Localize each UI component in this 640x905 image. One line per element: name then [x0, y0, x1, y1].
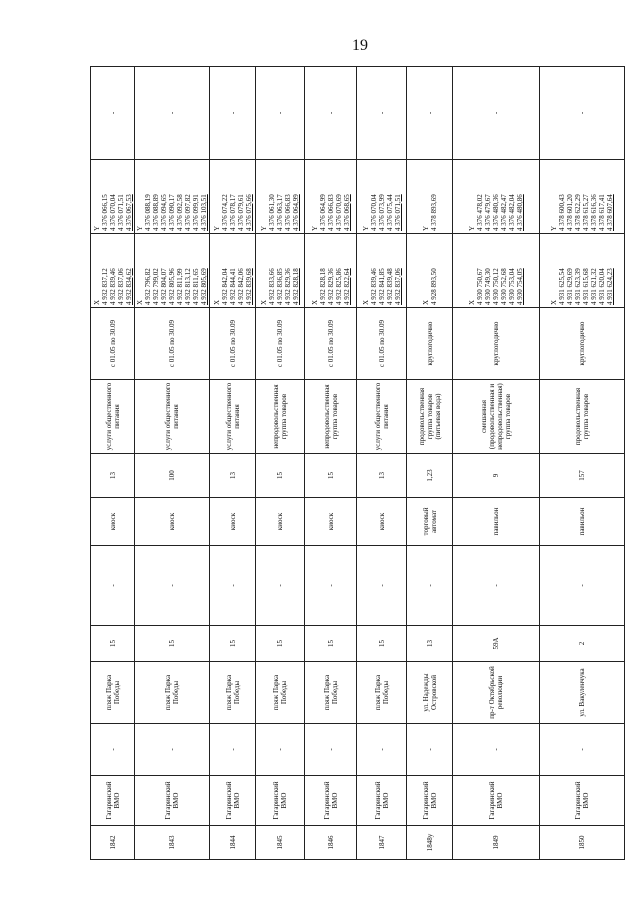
row-number-cell: 1850 [540, 826, 625, 860]
dash-cell: - [256, 724, 305, 776]
street-cell: пляж Парка Победы [305, 662, 357, 724]
x-coordinate: 4 932 804,07 [160, 268, 168, 305]
specialization-cell: непродовольственная группа товаров [305, 380, 357, 454]
x-coordinate: 4 932 799,02 [152, 268, 160, 305]
area-cell: 13 [210, 454, 256, 498]
object-type-cell: киоск [91, 498, 135, 546]
x-coordinate: 4 932 836,85 [276, 268, 284, 305]
x-coordinate: 4 931 623,39 [574, 268, 582, 305]
y-coordinate: 4 376 090,17 [168, 194, 176, 231]
x-coordinate: 4 932 842,06 [236, 268, 245, 305]
x-coordinate: 4 932 811,99 [176, 268, 184, 305]
y-coordinate: 4 376 094,65 [160, 194, 168, 231]
y-coordinate: 4 376 092,58 [176, 194, 184, 231]
x-coordinates-cell [540, 234, 625, 308]
house-number-cell: 15 [210, 626, 256, 662]
x-coordinates-cell [357, 234, 407, 308]
y-coordinate: 4 376 480,86 [516, 194, 524, 231]
y-label: Y [310, 225, 319, 231]
x-coordinate: 4 930 754,05 [516, 268, 524, 305]
area-cell: 13 [357, 454, 407, 498]
object-type-cell: киоск [210, 498, 256, 546]
x-coordinate: 4 932 834,62 [124, 268, 133, 305]
note-cell: - [540, 67, 625, 160]
house-number-cell: 15 [135, 626, 210, 662]
object-type-cell: киоск [305, 498, 357, 546]
y-coordinate: 4 376 073,99 [377, 194, 386, 231]
y-coordinates-cell [540, 160, 625, 234]
period-cell: с 01.05 по 30.09 [210, 308, 256, 380]
y-coordinates-cell [210, 160, 256, 234]
table-row [453, 67, 540, 860]
y-coordinate: 4 376 070,69 [334, 194, 343, 231]
y-coordinate: 4 376 071,51 [116, 194, 125, 231]
y-coordinates-cell [91, 160, 135, 234]
x-coordinate: 4 932 837,06 [116, 268, 125, 305]
dash-cell: - [453, 546, 540, 626]
district-cell: Гагаринский ВМО [453, 776, 540, 826]
x-coordinate: 4 932 839,46 [108, 268, 117, 305]
house-number-cell: 2 [540, 626, 625, 662]
x-label: X [361, 299, 370, 305]
specialization-cell: услуги общественного питания [91, 380, 135, 454]
x-coordinate: 4 932 833,66 [268, 268, 276, 305]
x-coordinate: 4 932 811,65 [192, 268, 200, 305]
x-coordinate: 4 932 805,69 [200, 268, 208, 305]
period-cell: круглогодично [540, 308, 625, 380]
x-coordinate: 4 931 615,68 [582, 268, 590, 305]
y-coordinate: 4 376 070,04 [108, 194, 117, 231]
x-label: X [136, 299, 144, 305]
y-coordinate: 4 378 617,41 [598, 194, 606, 231]
y-coordinate: 4 376 478,02 [476, 194, 484, 231]
period-cell: с 01.05 по 30.09 [135, 308, 210, 380]
x-coordinate: 4 932 829,36 [284, 268, 292, 305]
y-coordinates-cell [135, 160, 210, 234]
table-row [357, 67, 407, 860]
x-coordinate: 4 930 749,30 [484, 268, 492, 305]
page-number: 19 [352, 37, 368, 54]
specialization-cell: продовольственная группа товаров [540, 380, 625, 454]
y-coordinate: 4 376 482,47 [500, 194, 508, 231]
y-label: Y [136, 225, 144, 231]
y-coordinates-cell [407, 160, 453, 234]
area-cell: 1,23 [407, 454, 453, 498]
registry-table [90, 66, 625, 860]
x-coordinate: 4 931 629,69 [566, 268, 574, 305]
area-cell: 157 [540, 454, 625, 498]
x-coordinate: 4 932 841,85 [377, 268, 386, 305]
object-type-cell: киоск [256, 498, 305, 546]
x-label: X [468, 299, 476, 305]
area-cell: 15 [256, 454, 305, 498]
x-coordinate: 4 931 621,32 [590, 268, 598, 305]
y-coordinate: 4 376 066,83 [284, 194, 292, 231]
period-cell: круглогодично [453, 308, 540, 380]
y-coordinate: 4 376 482,04 [508, 194, 516, 231]
table-row [210, 67, 256, 860]
y-coordinate: 4 376 070,04 [369, 194, 378, 231]
y-label: Y [421, 225, 430, 231]
row-number-cell: 1847 [357, 826, 407, 860]
specialization-cell: услуги общественного питания [135, 380, 210, 454]
period-cell: круглогодично [407, 308, 453, 380]
district-cell: Гагаринский ВМО [357, 776, 407, 826]
street-cell: пляж Парка Победы [135, 662, 210, 724]
x-coordinate: 4 932 842,04 [220, 268, 229, 305]
table-row [540, 67, 625, 860]
y-coordinate: 4 378 600,43 [558, 194, 566, 231]
x-coordinate: 4 932 844,41 [228, 268, 237, 305]
street-cell: пляж Парка Победы [210, 662, 256, 724]
period-cell: с 01.05 по 30.09 [91, 308, 135, 380]
y-coordinate: 4 376 079,61 [236, 194, 245, 231]
y-coordinate: 4 376 479,67 [484, 194, 492, 231]
period-cell: с 01.05 по 30.09 [256, 308, 305, 380]
period-cell: с 01.05 по 30.09 [305, 308, 357, 380]
period-cell: с 01.05 по 30.09 [357, 308, 407, 380]
y-coordinate: 4 376 063,17 [276, 194, 284, 231]
dash-cell: - [91, 724, 135, 776]
y-coordinates-cell [357, 160, 407, 234]
house-number-cell: 15 [91, 626, 135, 662]
dash-cell: - [256, 546, 305, 626]
dash-cell: - [135, 546, 210, 626]
street-cell: пр-т Октябрьской революции [453, 662, 540, 724]
area-cell: 15 [305, 454, 357, 498]
house-number-cell: 15 [305, 626, 357, 662]
district-cell: Гагаринский ВМО [305, 776, 357, 826]
x-coordinate: 4 930 750,12 [492, 268, 500, 305]
x-coordinate: 4 931 620,04 [598, 268, 606, 305]
dash-cell: - [305, 724, 357, 776]
x-label: X [212, 299, 221, 305]
x-coordinate: 4 928 893,50 [429, 268, 438, 305]
y-coordinate: 4 376 067,53 [124, 194, 133, 231]
y-coordinate: 4 378 607,64 [606, 194, 614, 231]
dash-cell: - [357, 724, 407, 776]
row-number-cell: 1844 [210, 826, 256, 860]
x-coordinates-cell [256, 234, 305, 308]
dash-cell: - [540, 546, 625, 626]
y-coordinate: 4 376 068,65 [342, 194, 351, 231]
row-number-cell: 1843 [135, 826, 210, 860]
note-cell: - [91, 67, 135, 160]
x-coordinate: 4 931 624,23 [606, 268, 614, 305]
x-coordinate: 4 931 625,54 [558, 268, 566, 305]
object-type-cell: павильон [540, 498, 625, 546]
note-cell: - [453, 67, 540, 160]
y-coordinate: 4 376 480,36 [492, 194, 500, 231]
dash-cell: - [407, 546, 453, 626]
x-coordinate: 4 932 813,12 [184, 268, 192, 305]
x-coordinates-cell [91, 234, 135, 308]
table-row [135, 67, 210, 860]
dash-cell: - [357, 546, 407, 626]
district-cell: Гагаринский ВМО [210, 776, 256, 826]
table-row [256, 67, 305, 860]
specialization-cell: продовольственная группа товаров (питьевая вода) [407, 380, 453, 454]
y-coordinate: 4 376 074,22 [220, 194, 229, 231]
y-coordinate: 4 378 616,36 [590, 194, 598, 231]
y-coordinate: 4 376 061,30 [268, 194, 276, 231]
specialization-cell: услуги общественного питания [357, 380, 407, 454]
dash-cell: - [453, 724, 540, 776]
x-coordinate: 4 932 805,96 [168, 268, 176, 305]
street-cell: ул. Надежды Островской [407, 662, 453, 724]
x-coordinate: 4 930 752,68 [500, 268, 508, 305]
x-coordinates-cell [210, 234, 256, 308]
y-coordinate: 4 376 078,17 [228, 194, 237, 231]
dash-cell: - [210, 724, 256, 776]
district-cell: Гагаринский ВМО [256, 776, 305, 826]
row-number-cell: 1842 [91, 826, 135, 860]
house-number-cell: 15 [357, 626, 407, 662]
x-coordinates-cell [305, 234, 357, 308]
table-row [305, 67, 357, 860]
note-cell: - [407, 67, 453, 160]
y-label: Y [550, 225, 558, 231]
x-coordinate: 4 932 837,06 [393, 268, 402, 305]
y-label: Y [212, 225, 221, 231]
y-coordinate: 4 376 071,51 [393, 194, 402, 231]
dash-cell: - [305, 546, 357, 626]
area-cell: 9 [453, 454, 540, 498]
y-label: Y [92, 225, 101, 231]
specialization-cell: услуги общественного питания [210, 380, 256, 454]
house-number-cell: 59А [453, 626, 540, 662]
x-coordinate: 4 932 828,18 [292, 268, 300, 305]
dash-cell: - [210, 546, 256, 626]
y-coordinate: 4 376 103,51 [200, 194, 208, 231]
district-cell: Гагаринский ВМО [407, 776, 453, 826]
area-cell: 100 [135, 454, 210, 498]
x-coordinate: 4 932 829,36 [326, 268, 335, 305]
note-cell: - [256, 67, 305, 160]
y-coordinate: 4 376 066,15 [100, 194, 109, 231]
x-coordinate: 4 932 839,68 [244, 268, 253, 305]
y-coordinate: 4 376 088,89 [152, 194, 160, 231]
object-type-cell: киоск [135, 498, 210, 546]
rotated-table-wrapper [90, 67, 614, 860]
dash-cell: - [407, 724, 453, 776]
x-coordinate: 4 932 825,86 [334, 268, 343, 305]
x-label: X [310, 299, 319, 305]
table-body [91, 67, 625, 860]
y-coordinate: 4 376 099,91 [192, 194, 200, 231]
row-number-cell: 1849 [453, 826, 540, 860]
dash-cell: - [540, 724, 625, 776]
object-type-cell: торговый автомат [407, 498, 453, 546]
y-coordinates-cell [256, 160, 305, 234]
note-cell: - [357, 67, 407, 160]
y-coordinate: 4 378 622,29 [574, 194, 582, 231]
y-coordinate: 4 378 601,20 [566, 194, 574, 231]
y-coordinate: 4 376 066,83 [326, 194, 335, 231]
x-coordinate: 4 932 839,48 [385, 268, 394, 305]
y-coordinate: 4 378 615,27 [582, 194, 590, 231]
x-coordinates-cell [135, 234, 210, 308]
specialization-cell: непродовольственная группа товаров [256, 380, 305, 454]
street-cell: пляж Парка Победы [91, 662, 135, 724]
note-cell: - [210, 67, 256, 160]
x-coordinate: 4 932 828,18 [318, 268, 327, 305]
y-coordinate: 4 376 064,99 [292, 194, 300, 231]
x-coordinates-cell [453, 234, 540, 308]
y-coordinate: 4 376 088,19 [144, 194, 152, 231]
table-row [407, 67, 453, 860]
x-coordinates-cell [407, 234, 453, 308]
x-label: X [421, 299, 430, 305]
x-coordinate: 4 932 822,64 [342, 268, 351, 305]
specialization-cell: смешанная (продовольственная и непродовольственная) группа товаров [453, 380, 540, 454]
table-row [91, 67, 135, 860]
district-cell: Гагаринский ВМО [91, 776, 135, 826]
x-coordinate: 4 930 753,04 [508, 268, 516, 305]
district-cell: Гагаринский ВМО [540, 776, 625, 826]
house-number-cell: 13 [407, 626, 453, 662]
y-label: Y [468, 225, 476, 231]
object-type-cell: павильон [453, 498, 540, 546]
street-cell: пляж Парка Победы [256, 662, 305, 724]
y-label: Y [260, 225, 268, 231]
street-cell: ул. Вакуленчука [540, 662, 625, 724]
x-label: X [550, 299, 558, 305]
y-coordinates-cell [305, 160, 357, 234]
area-cell: 13 [91, 454, 135, 498]
y-coordinate: 4 376 064,99 [318, 194, 327, 231]
x-coordinate: 4 932 839,46 [369, 268, 378, 305]
note-cell: - [135, 67, 210, 160]
x-coordinate: 4 930 750,67 [476, 268, 484, 305]
y-coordinate: 4 376 075,44 [385, 194, 394, 231]
street-cell: пляж Парка Победы [357, 662, 407, 724]
y-coordinate: 4 376 097,82 [184, 194, 192, 231]
row-number-cell: 1848у [407, 826, 453, 860]
x-coordinate: 4 932 837,12 [100, 268, 109, 305]
x-label: X [92, 299, 101, 305]
y-label: Y [361, 225, 370, 231]
y-coordinates-cell [453, 160, 540, 234]
x-label: X [260, 299, 268, 305]
y-coordinate: 4 376 075,66 [244, 194, 253, 231]
district-cell: Гагаринский ВМО [135, 776, 210, 826]
note-cell: - [305, 67, 357, 160]
x-coordinate: 4 932 796,82 [144, 268, 152, 305]
house-number-cell: 15 [256, 626, 305, 662]
row-number-cell: 1846 [305, 826, 357, 860]
dash-cell: - [135, 724, 210, 776]
object-type-cell: киоск [357, 498, 407, 546]
dash-cell: - [91, 546, 135, 626]
row-number-cell: 1845 [256, 826, 305, 860]
y-coordinate: 4 378 893,69 [429, 194, 438, 231]
